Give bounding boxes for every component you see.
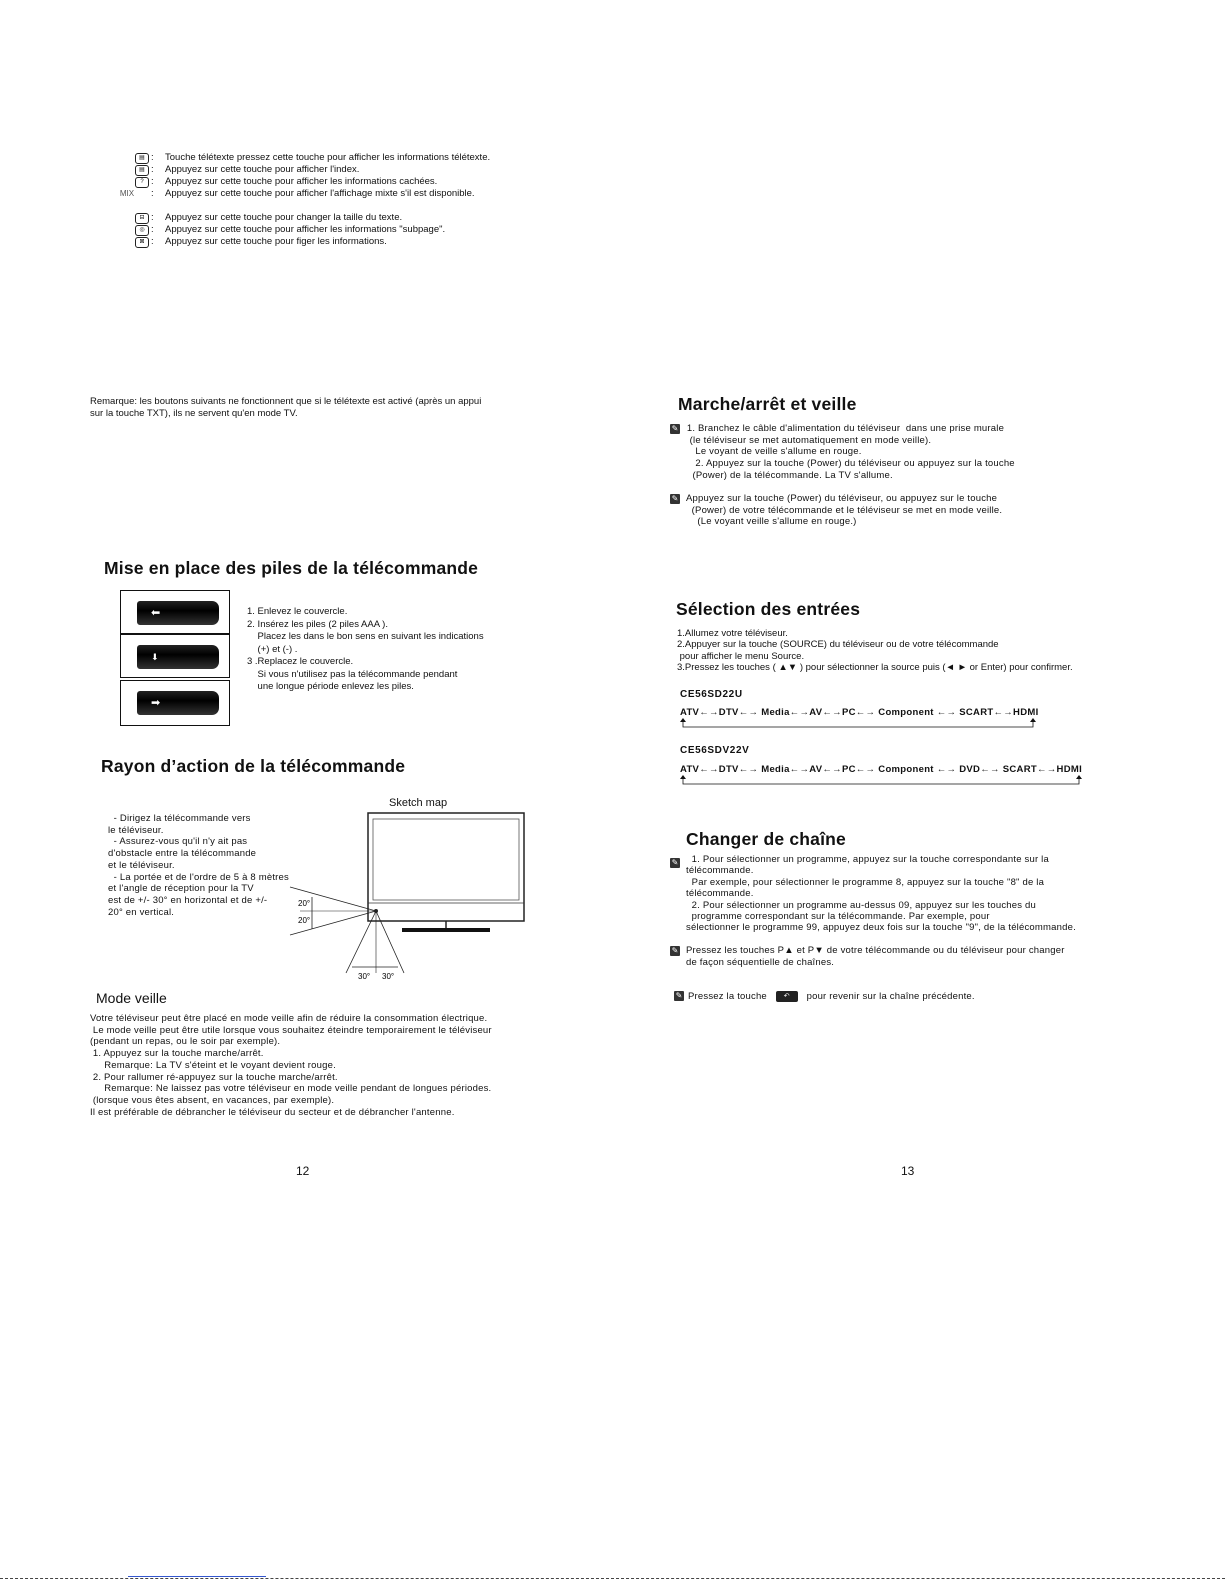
- source-chain: ATV←→DTV←→ Media←→AV←→PC←→ Component ←→ DVD←→ SCART←→HDMI: [680, 764, 1083, 775]
- inputs-step: 1.Allumez votre téléviseur.: [677, 628, 788, 639]
- standby-line: 2. Pour rallumer ré-appuyez sur la touche marche/arrêt.: [90, 1071, 338, 1083]
- inputs-steps: [677, 628, 1073, 673]
- battery-step-3-image: [120, 680, 230, 726]
- channel-title: Changer de chaîne: [686, 829, 846, 849]
- standby-line: Le mode veille peut être utile lorsque vous souhaitez éteindre temporairement le téléviseur: [90, 1024, 492, 1036]
- battery-step-1-image: [120, 590, 230, 634]
- teletext-note-line: sur la touche TXT), ils ne servent qu'en mode TV.: [90, 408, 298, 419]
- channel-note-line: programme correspondant sur la télécommande. Par exemple, pour: [686, 911, 990, 923]
- channel-note-line: sélectionner le programme 99, appuyez deux fois sur la touche "9", de la télécommande.: [686, 922, 1076, 934]
- teletext-item-text: Appuyez sur cette touche pour afficher les informations "subpage".: [165, 224, 446, 235]
- hold-icon: ⊠: [135, 237, 149, 248]
- range-text-line: et l'angle de réception pour la TV: [108, 883, 254, 895]
- battery-step: une longue période enlevez les piles.: [247, 681, 414, 692]
- chain-loop-arrow: [680, 718, 1040, 730]
- channel-note-line: Pressez les touches P▲ et P▼ de votre télécommande ou du téléviseur pour changer: [686, 945, 1065, 956]
- colon: :: [151, 236, 154, 247]
- battery-insert-icon: ⬇: [151, 652, 159, 662]
- chain-loop-arrow: [680, 775, 1090, 787]
- page-bottom-dashed-border: [0, 1578, 1225, 1579]
- channel-note-line: de façon séquentielle de chaînes.: [686, 956, 835, 968]
- batteries-title: Mise en place des piles de la télécommande: [104, 558, 479, 578]
- angle-line-left: [346, 911, 376, 973]
- colon: :: [151, 152, 154, 163]
- power-note-line: (Le voyant veille s'allume en rouge.): [686, 516, 857, 528]
- subpage-icon: ◎: [135, 225, 149, 236]
- range-text-line: le téléviseur.: [108, 824, 164, 836]
- standby-line: Remarque: La TV s'éteint et le voyant devient rouge.: [90, 1059, 336, 1071]
- colon: :: [151, 176, 154, 187]
- power-note-line: Le voyant de veille s'allume en rouge.: [684, 446, 862, 458]
- standby-title: Mode veille: [96, 990, 167, 1006]
- tv-stand: [402, 928, 490, 932]
- angle-v2-label: 20°: [298, 916, 311, 925]
- inputs-step: pour afficher le menu Source.: [677, 650, 805, 662]
- battery-step: (+) et (-) .: [247, 643, 298, 655]
- power-note-line: 1. Branchez le câble d'alimentation du téléviseur dans une prise murale: [684, 423, 1005, 434]
- range-text-line: d'obstacle entre la télécommande: [108, 848, 257, 860]
- channel-note-line: télécommande.: [686, 865, 754, 877]
- channel-note-line: 2. Pour sélectionner un programme au-dessus 09, appuyez sur les touches du: [686, 899, 1037, 911]
- range-title: Rayon d’action de la télécommande: [101, 756, 406, 776]
- teletext-icon: ▤: [135, 153, 149, 164]
- angle-h1-label: 30°: [358, 972, 371, 981]
- page-number-right: 13: [901, 1164, 915, 1178]
- power-note-line: Appuyez sur la touche (Power) du téléviseur, ou appuyez sur le touche: [686, 493, 998, 504]
- power-title: Marche/arrêt et veille: [678, 394, 857, 414]
- colon: :: [151, 164, 154, 175]
- tv-frame: [368, 813, 524, 921]
- teletext-item-text: Appuyez sur cette touche pour afficher les informations cachées.: [165, 176, 438, 187]
- angle-h2-label: 30°: [382, 972, 395, 981]
- teletext-item-text: Appuyez sur cette touche pour afficher l'affichage mixte s'il est disponible.: [165, 188, 475, 199]
- battery-step: Si vous n'utilisez pas la télécommande pendant: [247, 668, 458, 680]
- model-name: CE56SDV22V: [680, 745, 750, 756]
- colon: :: [151, 212, 154, 223]
- teletext-item-text: Appuyez sur cette touche pour figer les informations.: [165, 236, 387, 247]
- remote-back: [137, 601, 219, 625]
- power-note-line: (Power) de la télécommande. La TV s'allume.: [684, 469, 893, 481]
- teletext-item-text: Appuyez sur cette touche pour afficher l'index.: [165, 164, 360, 175]
- range-text-line: 20° en vertical.: [108, 906, 175, 918]
- power-note-line: 2. Appuyez sur la touche (Power) du téléviseur ou appuyez sur la touche: [684, 458, 1015, 470]
- teletext-note-line: Remarque: les boutons suivants ne fonctionnent que si le télétexte est activé (après un appui: [90, 396, 482, 407]
- note-icon: ✎: [675, 991, 683, 1000]
- standby-line: Il est préférable de débrancher le téléviseur du secteur et de débrancher l'antenne.: [90, 1106, 455, 1118]
- colon: :: [151, 224, 154, 235]
- page-bottom-link-line: [128, 1576, 266, 1577]
- mix-icon: MIX: [119, 189, 135, 198]
- tv-sketch-diagram: [260, 805, 540, 985]
- standby-line: (pendant un repas, ou le soir par exemple).: [90, 1036, 281, 1048]
- inputs-title: Sélection des entrées: [676, 599, 861, 619]
- standby-line: Votre téléviseur peut être placé en mode veille afin de réduire la consommation électrique.: [90, 1013, 488, 1024]
- standby-text: [90, 1013, 492, 1118]
- note-icon: ✎: [671, 946, 679, 955]
- note-icon: ✎: [671, 494, 679, 503]
- battery-step: 1. Enlevez le couvercle.: [247, 606, 348, 617]
- range-text-line: et le téléviseur.: [108, 859, 175, 871]
- power-note-line: (Power) de votre télécommande et le téléviseur se met en mode veille.: [686, 504, 1003, 516]
- channel-note-1: [686, 854, 1076, 934]
- teletext-note: [90, 396, 481, 420]
- battery-steps: [247, 606, 484, 694]
- inputs-step: 2.Appuyer sur la touche (SOURCE) du téléviseur ou de votre télécommande: [677, 639, 999, 651]
- tv-screen: [373, 819, 519, 900]
- range-text-line: - Assurez-vous qu'il n'y ait pas: [108, 836, 248, 848]
- index-icon: ▤: [135, 165, 149, 176]
- arrow-right-icon: ➡: [151, 697, 161, 709]
- channel-note-3: [688, 991, 975, 1003]
- battery-step: 2. Insérez les piles (2 piles AAA ).: [247, 618, 388, 630]
- angle-v1-label: 20°: [298, 899, 311, 908]
- colon: :: [151, 188, 154, 199]
- range-text-line: est de +/- 30° en horizontal et de +/-: [108, 894, 268, 906]
- power-note-1: [684, 423, 1015, 482]
- page-number-left: 12: [296, 1164, 310, 1178]
- channel-note-line: Pressez la touche: [688, 991, 767, 1003]
- channel-note-line: Par exemple, pour sélectionner le programme 8, appuyez sur la touche "8" de la: [686, 876, 1045, 888]
- model-name: CE56SD22U: [680, 689, 743, 700]
- range-text-line: - Dirigez la télécommande vers: [108, 813, 251, 824]
- channel-note-line: 1. Pour sélectionner un programme, appuyez sur la touche correspondante sur la: [686, 854, 1049, 865]
- battery-step: 3 .Replacez le couvercle.: [247, 656, 354, 667]
- sketch-map-title: Sketch map: [389, 797, 448, 809]
- teletext-item-text: Appuyez sur cette touche pour changer la taille du texte.: [165, 212, 403, 223]
- battery-step-2-image: [120, 634, 230, 678]
- arrow-left-icon: ⬅: [151, 607, 161, 619]
- inputs-step: 3.Pressez les touches ( ▲▼ ) pour sélectionner la source puis (◄ ► or Enter) pour confirmer.: [677, 661, 1073, 673]
- remote-back: [137, 691, 219, 715]
- channel-note-2: [686, 945, 1065, 968]
- channel-note-line: télécommande.: [686, 888, 754, 900]
- note-icon: ✎: [671, 858, 679, 867]
- source-chain: ATV←→DTV←→ Media←→AV←→PC←→ Component ←→ SCART←→HDMI: [680, 707, 1039, 718]
- power-note-2: [686, 493, 1002, 528]
- remote-back: [137, 645, 219, 669]
- teletext-item-text: Touche télétexte pressez cette touche pour afficher les informations télétexte.: [165, 152, 491, 163]
- standby-line: 1. Appuyez sur la touche marche/arrêt.: [90, 1048, 264, 1060]
- reveal-icon: ?: [135, 177, 149, 188]
- power-note-line: (le téléviseur se met automatiquement en mode veille).: [684, 434, 932, 446]
- note-icon: ✎: [671, 424, 679, 433]
- size-icon: ⊟: [135, 213, 149, 224]
- recall-button-icon: ↶: [776, 991, 798, 1002]
- range-text-line: - La portée et de l'ordre de 5 à 8 mètres: [108, 871, 289, 883]
- channel-note-line: pour revenir sur la chaîne précédente.: [806, 991, 975, 1003]
- standby-line: (lorsque vous êtes absent, en vacances, par exemple).: [90, 1094, 335, 1106]
- battery-step: Placez les dans le bon sens en suivant les indications: [247, 631, 484, 642]
- standby-line: Remarque: Ne laissez pas votre téléviseur en mode veille pendant de longues périodes.: [90, 1083, 492, 1095]
